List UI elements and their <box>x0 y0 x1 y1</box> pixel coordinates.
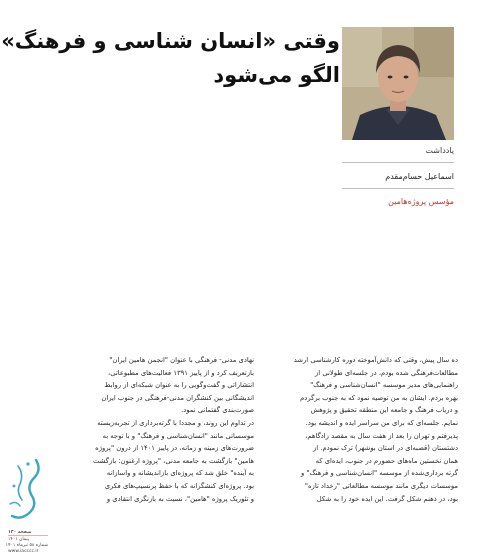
author-portrait-image <box>342 27 454 140</box>
body-column-left <box>64 354 254 505</box>
body-line: اندیشگانی بین کنشگران مدنی-فرهنگی در جنوب ایران <box>101 393 254 402</box>
body-line: بازتعریف کرد و از پاییز ۱۳۹۱ فعالیت‌های مطبوعاتی، <box>108 368 254 377</box>
meta-divider <box>342 188 454 189</box>
issue-number: شماره ۵۸ تیرماه ۱۴۰۱ <box>5 543 48 548</box>
body-line: همان نخستین ماه‌های حضورم در جنوب، ایده‌ای که <box>315 456 458 465</box>
body-line: گرته برداری‌شده از موسسه "انسان‌شناسی و فرهنگ" و <box>301 469 458 478</box>
body-line: صورت‌بندی گفتمانی نمود. <box>181 406 254 415</box>
article-title-line1: وقتی «انسان شناسی و فرهنگ» <box>1 29 340 53</box>
body-line: در تداوم این روند، و مجددا با گرته‌برداری از تجربه‌زیسته <box>97 418 254 427</box>
body-column-right <box>268 354 458 505</box>
magazine-logo <box>6 456 46 524</box>
article-section-label: یادداشت <box>425 146 454 155</box>
body-line: راهنمایی‌های مدیر موسسه "انسان‌شناسی و فرهنگ" <box>310 381 458 390</box>
body-line: مطالعات‌فرهنگی شده بودم، در جلسه‌ای طولانی از <box>315 368 458 377</box>
footer-divider <box>8 535 48 536</box>
article-title-line2: الگو می‌شود <box>213 63 340 87</box>
body-line: ده سال پیش، وقتی که دانش‌آموخته دوره کارشناسی ارشد <box>293 356 458 364</box>
page-number: صفحه ۱۳۰ <box>8 530 32 535</box>
body-line: و تئوریک پروژه "هامین"، نسبت به بازنگری انتقادی و <box>106 494 254 503</box>
article-author: اسماعیل حسام‌مقدم <box>385 172 454 181</box>
body-line: هامین" بازگشت به جامعه مدنی، "پروژه ارغنون: بازگشت <box>92 456 254 465</box>
body-line: نهادی مدنی- فرهنگی با عنوان "انجمن هامین ایران" <box>109 356 254 364</box>
body-line: بود. پروژه‌ای کنشگرانه که با حفظ پرنسیپ‌های فکری <box>104 481 254 490</box>
article-title <box>1 24 340 92</box>
body-line: موسسات دیگری مانند موسسه مطالعاتی "رخداد تازه" <box>304 481 458 490</box>
body-line: و دریاب فرهنگ و جامعه این منطقه تحقیق و پژوهش <box>310 406 458 415</box>
body-line: موسساتی مانند "انسان‌شناسی و فرهنگ" و با توجه به <box>102 431 254 440</box>
brand-calligraphy-icon <box>6 456 46 524</box>
body-line: بهره بردم. ایشان به من توصیه نمود که به جنوب برگردم <box>300 393 458 402</box>
body-line: به آینده" خلق شد که پروژه‌ای بازاندیشانه و واسازانه <box>106 469 254 478</box>
author-affiliation: مؤسس پروژه‌هامین <box>388 197 454 206</box>
author-photo <box>342 27 454 140</box>
body-line: نمایم. جلسه‌ای که برای من سراسر ایده و اندیشه بود. <box>305 418 458 427</box>
meta-divider <box>342 162 454 163</box>
body-line: دشتستان (قصبه‌ای در استان بوشهر) ترک نمودم. از <box>312 444 458 453</box>
body-line: ضرورت‌های زمینه و زمانه، در پاییز ۱۴۰۱ از درون "پروژه <box>95 444 254 453</box>
issue-date: پیمان ۱۴۰۱ <box>8 537 29 542</box>
body-line: انتشاراتی و گفت‌وگویی را به عنوان شبکه‌ای از روابط <box>104 381 254 390</box>
body-line: پذیرفتم و تهران را بعد از هفت سال به مقصد زادگاهم، <box>305 431 458 440</box>
body-line: بود، در ذهنم شکل گرفت. این ایده خود را به شکل <box>316 494 458 503</box>
website-link[interactable]: www.iacccc.ir <box>8 549 39 554</box>
